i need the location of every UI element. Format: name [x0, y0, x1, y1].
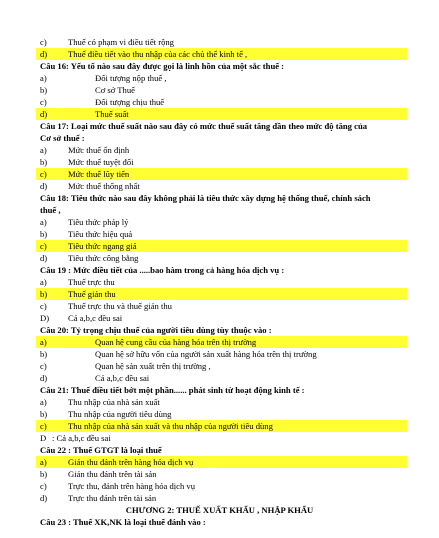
option-letter: D) — [40, 313, 50, 323]
answer-option — [0, 432, 439, 444]
option-letter: a) — [40, 457, 47, 467]
option-text: Gián thu đánh trên tài sản — [68, 469, 157, 479]
answer-option — [0, 228, 439, 240]
answer-option-highlighted — [36, 288, 407, 300]
option-letter: b) — [40, 157, 48, 167]
option-letter: b) — [40, 409, 48, 419]
answer-option — [0, 180, 439, 192]
option-letter: c) — [40, 421, 47, 431]
answer-option — [0, 492, 439, 504]
option-text: Cả a,b,c đều sai — [95, 373, 150, 383]
option-text: Thuế điều tiết vào thu nhập của các chủ thể kinh tế , — [68, 49, 248, 59]
answer-option — [0, 72, 439, 84]
answer-option-highlighted — [36, 420, 407, 432]
answer-option — [0, 36, 439, 48]
option-letter: d) — [40, 493, 48, 503]
option-text: Tiêu thức công bằng — [68, 253, 139, 263]
answer-option-highlighted — [36, 108, 407, 120]
option-text: Cả a,b,c đều sai — [68, 313, 123, 323]
chapter-heading: CHƯƠNG 2: THUẾ XUẤT KHẨU , NHẬP KHẨU — [125, 505, 314, 515]
answer-option — [0, 216, 439, 228]
option-letter: d) — [40, 49, 48, 59]
option-text: Tiêu thức ngang giá — [68, 241, 137, 251]
answer-option — [0, 396, 439, 408]
option-text: Tiêu thức pháp lý — [68, 217, 129, 227]
option-letter: d) — [40, 109, 48, 119]
question-line: Câu 20: Tỷ trọng chịu thuế của người tiêu dùng tùy thuộc vào : — [40, 325, 272, 335]
option-letter: d) — [40, 253, 48, 263]
question-line: Câu 16: Yếu tố nào sau đây được gọi là linh hồn của một sắc thuế : — [40, 61, 285, 71]
option-letter: c) — [40, 481, 47, 491]
option-text: Quan hệ sở hữu vốn của người sản xuất hàng hóa trên thị trường — [95, 349, 317, 359]
option-letter: a) — [40, 277, 47, 287]
answer-option — [0, 300, 439, 312]
question-line: thuế , — [40, 205, 61, 215]
option-letter: b) — [40, 289, 48, 299]
answer-option-highlighted — [36, 48, 407, 60]
option-letter: c) — [40, 301, 47, 311]
option-text: Thu nhập của nhà sản xuất và thu nhập của người tiêu dùng — [68, 421, 273, 431]
option-letter: a) — [40, 397, 47, 407]
answer-option — [0, 144, 439, 156]
option-letter: a) — [40, 73, 47, 83]
answer-option — [0, 156, 439, 168]
answer-option — [0, 312, 439, 324]
option-text: Thuế trực thu — [68, 277, 115, 287]
option-letter: b) — [40, 349, 48, 359]
option-letter: a) — [40, 337, 47, 347]
answer-option-highlighted — [36, 240, 407, 252]
option-text: Đối tượng chịu thuế — [95, 97, 165, 107]
option-letter: b) — [40, 469, 48, 479]
option-letter: D — [40, 433, 47, 443]
option-letter: c) — [40, 97, 47, 107]
option-letter: d) — [40, 373, 48, 383]
question-line: Câu 17: Loại mức thuế suất nào sau đây có mức thuế suất tăng dần theo mức độ tăng của — [40, 121, 368, 131]
answer-option-highlighted — [36, 456, 407, 468]
option-text: Thuế trực thu và thuế gián thu — [68, 301, 172, 311]
answer-option — [0, 372, 439, 384]
question-line: Câu 19 : Mức điều tiết của .....bao hàm trong cả hàng hóa dịch vụ : — [40, 265, 285, 275]
option-text: Tiêu thức hiệu quả — [68, 229, 133, 239]
option-text: Trực thu, đánh trên hàng hóa dịch vụ — [68, 481, 196, 491]
option-text: Quan hệ cung cầu của hàng hóa trên thị trường — [95, 337, 257, 347]
question-line: Câu 18: Tiêu thức nào sau đây không phải là tiêu thức xây dựng hệ thống thuế, chính sách — [40, 193, 371, 203]
answer-option — [0, 96, 439, 108]
option-text: Cơ sở Thuế — [95, 85, 135, 95]
answer-option — [0, 84, 439, 96]
answer-option — [0, 408, 439, 420]
option-text: Mức thuế lũy tiến — [68, 169, 130, 179]
answer-option — [0, 480, 439, 492]
option-letter: d) — [40, 181, 48, 191]
answer-option-highlighted — [36, 336, 407, 348]
option-text: Thu nhập của nhà sản xuất — [68, 397, 160, 407]
question-line: Câu 21: Thuế điều tiết bớt một phần...... phát sinh từ hoạt động kinh tế : — [40, 385, 305, 395]
question-line: Cơ sở thuế : — [40, 133, 85, 143]
option-letter: c) — [40, 169, 47, 179]
answer-option — [0, 360, 439, 372]
option-letter: c) — [40, 37, 47, 47]
option-text: Thu nhập của người tiêu dùng — [68, 409, 172, 419]
answer-option — [0, 468, 439, 480]
option-letter: a) — [40, 145, 47, 155]
option-text: Trực thu đánh trên tài sản — [68, 493, 157, 503]
option-letter: b) — [40, 85, 48, 95]
option-text: Gián thu đánh trên hàng hóa dịch vụ — [68, 457, 194, 467]
question-line: Câu 23 : Thuế XK,NK là loại thuế đánh vào : — [40, 517, 206, 527]
answer-option — [0, 348, 439, 360]
option-text: Thuế có phạm vi điều tiết rộng — [68, 37, 174, 47]
option-letter: c) — [40, 361, 47, 371]
option-letter: c) — [40, 241, 47, 251]
option-text: Quan hệ sản xuất trên thị trường , — [95, 361, 211, 371]
answer-option — [0, 276, 439, 288]
answer-option — [0, 252, 439, 264]
option-text: Đối tượng nộp thuế , — [95, 73, 167, 83]
question-line: Câu 22 : Thuế GTGT là loại thuế — [40, 445, 162, 455]
option-text: Mức thuế tuyệt đối — [68, 157, 134, 167]
option-text: Mức thuế ổn định — [68, 145, 130, 155]
option-letter: a) — [40, 217, 47, 227]
option-text: Mức thuế thống nhất — [68, 181, 140, 191]
option-text: Thuế suất — [95, 109, 129, 119]
answer-option-highlighted — [36, 168, 407, 180]
option-text: : Cả a,b,c đều sai — [52, 433, 111, 443]
option-letter: b) — [40, 229, 48, 239]
option-text: Thuế gián thu — [68, 289, 116, 299]
